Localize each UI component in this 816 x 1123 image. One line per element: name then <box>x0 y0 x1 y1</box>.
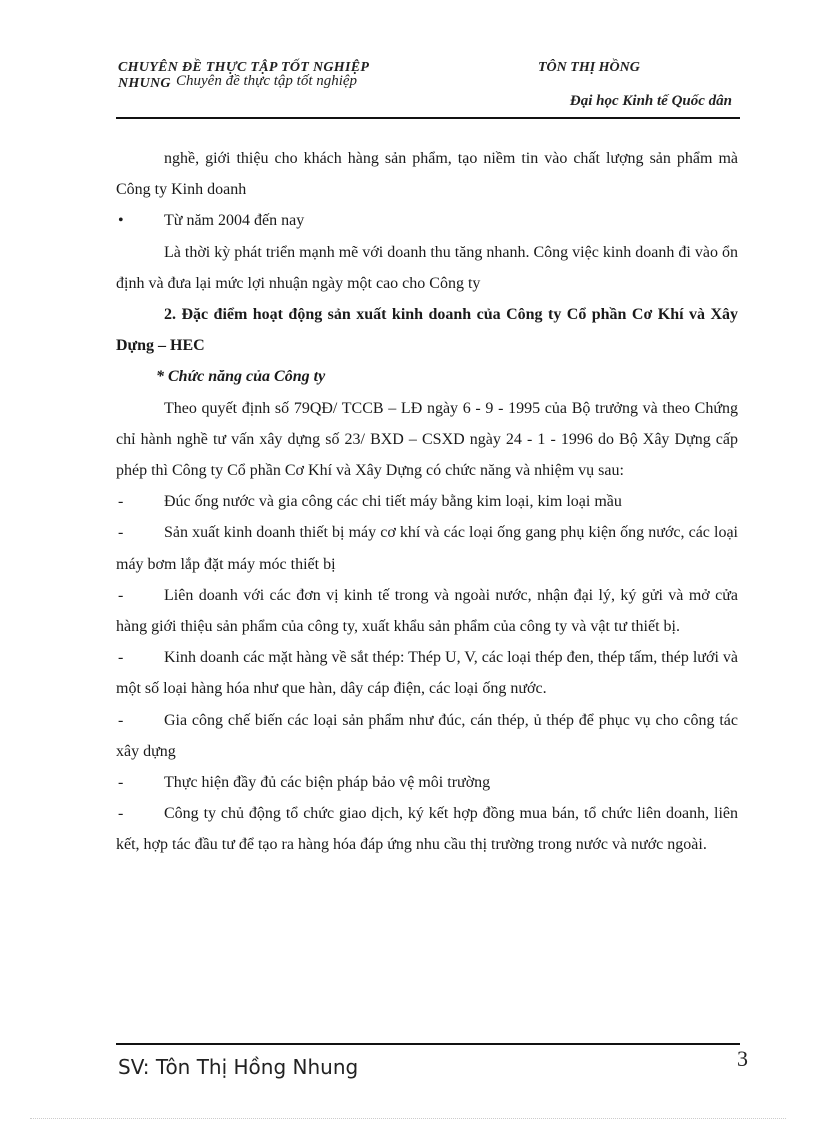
list-item <box>116 642 738 704</box>
function-list <box>116 486 738 860</box>
bullet-item <box>116 205 738 236</box>
dash-icon: - <box>118 649 124 667</box>
section-heading: 2. Đặc điểm hoạt động sản xuất kinh doanh của Công ty Cổ phần Cơ Khí và Xây Dựng – HEC <box>116 306 738 355</box>
header-author-name: TÔN THỊ HỒNG <box>538 60 640 75</box>
list-item <box>116 767 738 798</box>
paragraph-growth: Là thời kỳ phát triển mạnh mẽ với doanh thu tăng nhanh. Công việc kinh doanh đi vào ổn định và đưa lại mức lợi nhuận ngày một cao cho Công ty <box>116 243 738 292</box>
dash-icon: - <box>118 711 124 729</box>
list-item-text: Gia công chế biến các loại sản phẩm như đúc, cán thép, ủ thép để phục vụ cho công tác xây dựng <box>116 711 738 760</box>
dash-icon: - <box>118 493 124 511</box>
paragraph-continuation: nghề, giới thiệu cho khách hàng sản phẩm, tạo niềm tin vào chất lượng sản phẩm mà Công ty Kinh doanh <box>116 150 738 199</box>
list-item <box>116 486 738 517</box>
list-item-text: Sản xuất kinh doanh thiết bị máy cơ khí và các loại ống gang phụ kiện ống nước, các loại máy bơm lắp đặt máy móc thiết bị <box>116 524 738 573</box>
header-course-overlay: Chuyên đề thực tập tốt nghiệp <box>176 73 358 89</box>
list-item <box>116 705 738 767</box>
section-subheading: * Chức năng của Công ty <box>156 368 326 386</box>
list-item-text: Liên doanh với các đơn vị kinh tế trong và ngoài nước, nhận đại lý, ký gửi và mở cửa hàng giới thiệu sản phẩm của công ty, xuất khẩu sản phẩm của công ty và vật tư thiết bị. <box>116 586 738 636</box>
header-course-line1: CHUYÊN ĐỀ THỰC TẬP TỐT NGHIỆP <box>118 60 370 75</box>
list-item <box>116 517 738 579</box>
list-item-text: Kinh doanh các mặt hàng về sắt thép: Thép U, V, các loại thép đen, thép tấm, thép lưới và một số loại hàng hóa như que hàn, dây cáp điện, các loại ống nước. <box>116 649 738 698</box>
page-edge-dotted-line <box>30 1118 786 1119</box>
list-item-text: Công ty chủ động tổ chức giao dịch, ký kết hợp đồng mua bán, tổ chức liên doanh, liên kết, hợp tác đầu tư để tạo ra hàng hóa đáp ứng nhu cầu thị trường trong nước và nước ngoài. <box>116 805 738 854</box>
list-item <box>116 798 738 860</box>
bullet-text: Từ năm 2004 đến nay <box>164 212 305 230</box>
list-item <box>116 580 738 642</box>
bullet-icon: • <box>118 212 124 230</box>
page-number: 3 <box>737 1046 748 1071</box>
dash-icon: - <box>118 524 124 542</box>
document-body <box>116 143 738 861</box>
header-school-name: Đại học Kinh tế Quốc dân <box>569 93 732 109</box>
header-divider <box>116 117 740 119</box>
list-item-text: Thực hiện đầy đủ các biện pháp bảo vệ môi trường <box>164 774 491 792</box>
paragraph-decision: Theo quyết định số 79QĐ/ TCCB – LĐ ngày 6 - 9 - 1995 của Bộ trưởng và theo Chứng chỉ hành nghề tư vấn xây dựng số 23/ BXD – CSXD ngày 24 - 1 - 1996 do Bộ Xây Dựng cấp phép thì Công ty Cổ phần Cơ Khí và Xây Dựng có chức năng và nhiệm vụ sau: <box>116 399 738 480</box>
footer-divider <box>116 1043 740 1045</box>
dash-icon: - <box>118 805 124 823</box>
dash-icon: - <box>118 774 124 792</box>
list-item-text: Đúc ống nước và gia công các chi tiết máy bằng kim loại, kim loại mầu <box>164 493 622 511</box>
dash-icon: - <box>118 586 124 604</box>
footer-student-name: SV: Tôn Thị Hồng Nhung <box>118 1055 359 1079</box>
header-course-line2: NHUNG <box>118 76 171 91</box>
